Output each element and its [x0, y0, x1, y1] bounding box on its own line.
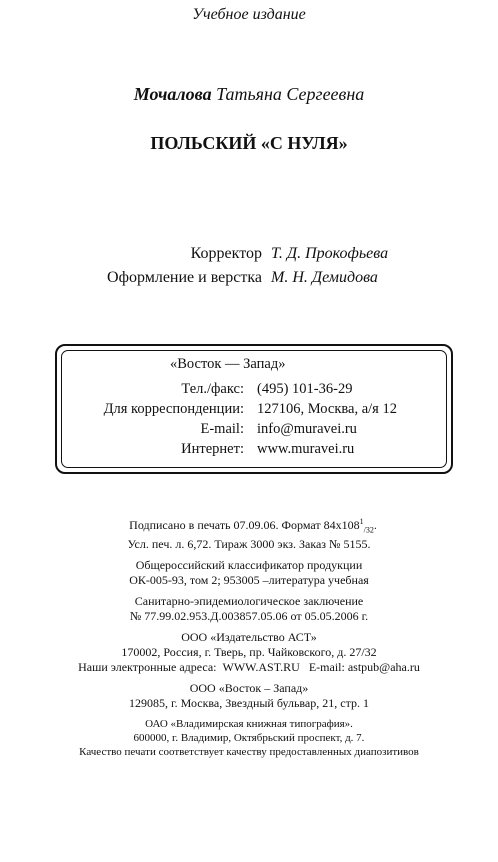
contact-label: Интернет: — [181, 441, 244, 457]
author-surname: Мочалова — [133, 84, 212, 104]
print-details-2: Усл. печ. л. 6,72. Тираж 3000 экз. Заказ № 5155. — [127, 537, 371, 552]
contact-label: E-mail: — [200, 421, 244, 437]
ast-publisher-line-2: 170002, Россия, г. Тверь, пр. Чайковского, д. 27/32 — [121, 645, 377, 660]
book-title: ПОЛЬСКИЙ «С НУЛЯ» — [150, 133, 348, 153]
edition-type: Учебное издание — [192, 6, 306, 23]
contact-value: 127106, Москва, а/я 12 — [257, 401, 397, 417]
print-format-end: . — [373, 518, 377, 532]
vz-publisher-line-1: ООО «Восток – Запад» — [189, 681, 309, 696]
ast-publisher-line-3: Наши электронные адреса: WWW.AST.RU E-mail: astpub@aha.ru — [78, 660, 420, 675]
imprint — [0, 514, 498, 759]
credit-role: Корректор — [190, 245, 262, 262]
contact-label: Для корреспонденции: — [103, 401, 244, 417]
publisher-contacts — [0, 380, 498, 460]
credit-name: Т. Д. Прокофьева — [271, 245, 389, 262]
contact-value: (495) 101-36-29 — [257, 381, 353, 397]
credits — [0, 245, 498, 295]
contact-label: Тел./факс: — [181, 381, 244, 397]
credit-role: Оформление и верстка — [107, 269, 262, 286]
classifier-line-2: ОК-005-93, том 2; 953005 –литература учебная — [129, 573, 369, 588]
print-details-1 — [0, 514, 498, 537]
print-format-text: Подписано в печать 07.09.06. Формат 84х108 — [129, 518, 360, 532]
author-names: Татьяна Сергеевна — [216, 84, 365, 104]
sanitary-line-2: № 77.99.02.953.Д.003857.05.06 от 05.05.2006 г. — [129, 609, 369, 624]
ast-publisher-line-1: ООО «Издательство АСТ» — [181, 630, 317, 645]
classifier-line-1: Общероссийский классификатор продукции — [135, 558, 363, 573]
print-format-sub: /32 — [363, 525, 374, 535]
printer-line-3: Качество печати соответствует качеству предоставленных диапозитивов — [79, 746, 419, 759]
vz-publisher-line-2: 129085, г. Москва, Звездный бульвар, 21, стр. 1 — [129, 696, 369, 711]
printer-line-2: 600000, г. Владимир, Октябрьский проспект, д. 7. — [133, 732, 365, 745]
print-format-sup: 1 — [359, 517, 364, 526]
sanitary-line-1: Санитарно-эпидемиологическое заключение — [134, 594, 364, 609]
printer-line-1: ОАО «Владимирская книжная типография». — [145, 718, 353, 731]
author-line — [0, 84, 498, 105]
contact-value: info@muravei.ru — [257, 421, 357, 437]
credit-name: М. Н. Демидова — [271, 269, 378, 286]
publisher-name: «Восток — Запад» — [170, 356, 286, 372]
contact-value: www.muravei.ru — [257, 441, 355, 457]
